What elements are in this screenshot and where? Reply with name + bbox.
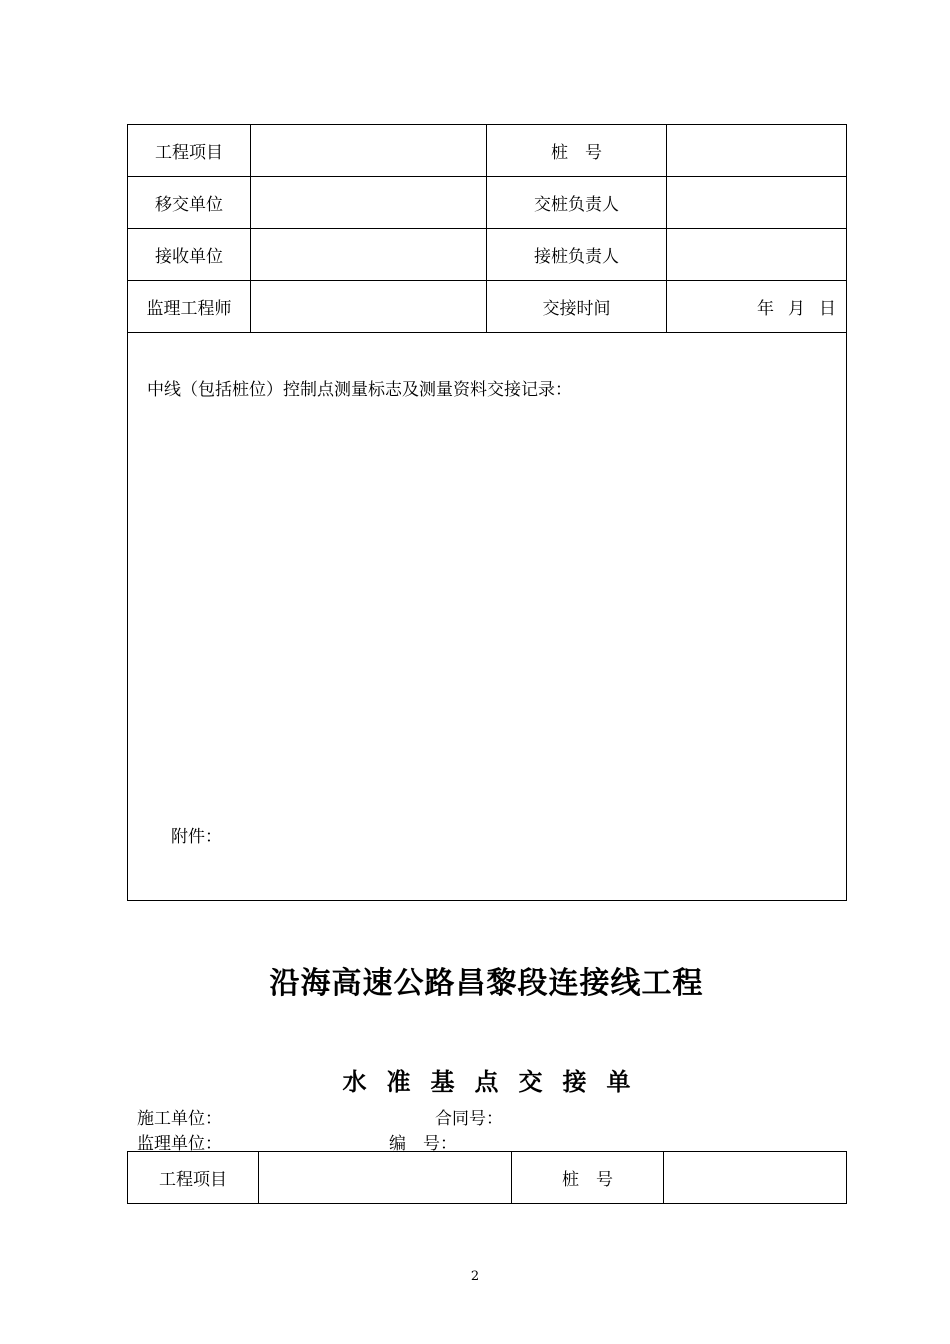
- receiving-person-value[interactable]: [667, 229, 847, 281]
- stake-number-value[interactable]: [667, 125, 847, 177]
- label-project: 工程项目: [128, 1152, 259, 1204]
- attachment-label: 附件：: [171, 827, 222, 847]
- label-handover-person: 交桩负责人: [487, 177, 667, 229]
- doc-title-char: 点: [474, 1067, 499, 1096]
- label-receiving-unit: 接收单位: [128, 229, 251, 281]
- label-stake-number: 桩 号: [487, 125, 667, 177]
- doc-title-char: 交: [518, 1067, 543, 1096]
- project-title: 沿海高速公路昌黎段连接线工程: [269, 966, 704, 1001]
- project-value[interactable]: [259, 1152, 512, 1204]
- supervising-engineer-value[interactable]: [251, 281, 487, 333]
- supervisor-label: 监理单位：: [137, 1134, 222, 1154]
- contract-number-label: 合同号：: [435, 1109, 503, 1129]
- handover-person-value[interactable]: [667, 177, 847, 229]
- record-title: 中线（包括桩位）控制点测量标志及测量资料交接记录：: [147, 380, 572, 400]
- handover-date[interactable]: [667, 281, 847, 333]
- label-project: 工程项目: [128, 125, 251, 177]
- project-value[interactable]: [251, 125, 487, 177]
- document-title: [0, 1062, 950, 1097]
- handover-table-2: [127, 1151, 847, 1204]
- label-stake-number: 桩 号: [512, 1152, 664, 1204]
- stake-number-value[interactable]: [664, 1152, 847, 1204]
- transfer-unit-value[interactable]: [251, 177, 487, 229]
- page-number: 2: [470, 1269, 480, 1284]
- serial-number-label: 编 号：: [389, 1134, 457, 1154]
- doc-title-char: 单: [606, 1067, 631, 1096]
- label-handover-time: 交接时间: [487, 281, 667, 333]
- doc-title-char: 接: [562, 1067, 587, 1096]
- date-month: 月: [788, 299, 805, 319]
- doc-title-char: 基: [430, 1067, 455, 1096]
- doc-title-char: 水: [342, 1067, 367, 1096]
- receiving-unit-value[interactable]: [251, 229, 487, 281]
- doc-title-char: 准: [386, 1067, 411, 1096]
- label-receiving-person: 接桩负责人: [487, 229, 667, 281]
- date-year: 年: [757, 299, 774, 319]
- contractor-label: 施工单位：: [137, 1109, 222, 1129]
- label-transfer-unit: 移交单位: [128, 177, 251, 229]
- record-area[interactable]: [128, 333, 847, 901]
- handover-table-1: [127, 124, 847, 901]
- date-day: 日: [819, 299, 836, 319]
- label-supervising-engineer: 监理工程师: [128, 281, 251, 333]
